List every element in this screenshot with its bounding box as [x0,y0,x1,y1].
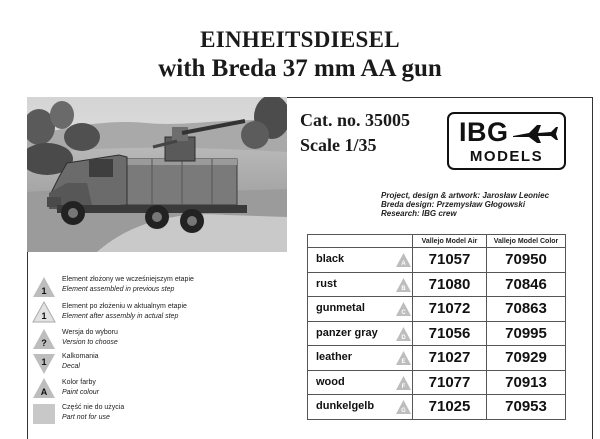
legend-text-en: Decal [62,363,80,370]
svg-text:A: A [401,261,406,267]
svg-text:1: 1 [41,286,47,296]
air-code: 71077 [413,370,487,395]
svg-text:A: A [40,387,48,397]
air-code: 71057 [413,248,487,273]
paint-name-cell [308,272,413,297]
air-code: 71025 [413,395,487,420]
credit-research: Research: IBG crew [381,209,457,218]
color-code: 70863 [487,297,566,322]
svg-text:?: ? [41,338,47,348]
paint-colour-icon [32,377,56,399]
version-to-choose-icon [32,328,56,350]
paint-letter-icon [396,302,411,316]
legend-text-en: Paint colour [62,389,99,396]
title-line-2: with Breda 37 mm AA gun [158,55,442,82]
paint-name: gunmetal [316,302,365,314]
air-code: 71056 [413,321,487,346]
table-row [308,248,566,273]
legend-text-pl: Element po złożeniu w aktualnym etapie [62,303,187,310]
legend-text-pl: Element złożony we wcześniejszym etapie [62,276,194,283]
legend-text-pl: Kalkomania [62,353,99,360]
logo-brand: IBG [459,117,509,147]
paint-name-cell [308,321,413,346]
table-row [308,321,566,346]
paint-letter-icon [396,278,411,292]
svg-text:F: F [401,383,406,390]
legend-text-en: Element after assembly in actual step [62,313,179,320]
ibg-models-logo [447,112,566,170]
table-header-air: Vallejo Model Air [413,235,487,248]
legend-text-en: Version to choose [62,339,118,346]
legend-text-pl: Część nie do użycia [62,404,125,411]
color-code: 70913 [487,370,566,395]
scale-label: Scale 1/35 [300,135,377,155]
legend-text-en: Part not for use [62,414,110,421]
paint-letter-icon [396,400,411,414]
svg-text:1: 1 [41,357,47,367]
paint-letter-icon [396,327,411,341]
table-row [308,272,566,297]
color-code: 70929 [487,346,566,371]
svg-text:D: D [401,334,406,341]
svg-text:E: E [401,359,406,365]
air-code: 71072 [413,297,487,322]
svg-text:G: G [401,408,406,414]
assembled-previous-step-icon [32,276,56,298]
color-code: 70950 [487,248,566,273]
paint-name: panzer gray [316,326,378,339]
table-header-row [308,235,566,248]
paint-name: wood [316,375,345,388]
paint-name: black [316,253,345,265]
paint-name-cell [308,370,413,395]
air-code: 71027 [413,346,487,371]
svg-text:B: B [401,285,406,292]
credit-breda-design: Breda design: Przemysław Głogowski [381,200,526,209]
paint-letter-icon [396,253,411,267]
color-code: 70846 [487,272,566,297]
legend-text-pl: Wersja do wyboru [62,329,118,336]
table-row [308,346,566,371]
assembled-actual-step-icon [32,301,56,323]
legend-text-en: Element assembled in previous step [62,286,175,293]
paint-name-cell [308,297,413,322]
paint-name: rust [316,277,337,290]
paint-name: leather [316,351,353,363]
paint-letter-icon [396,351,411,365]
svg-text:C: C [401,310,406,316]
part-not-for-use-icon [32,403,56,425]
svg-text:1: 1 [41,311,47,321]
table-row [308,370,566,395]
paint-letter-icon [396,376,411,390]
title-line-1: EINHEITSDIESEL [200,27,400,52]
logo-subtitle: MODELS [469,148,544,165]
color-code: 70995 [487,321,566,346]
air-code: 71080 [413,272,487,297]
catalog-number: Cat. no. 35005 [300,110,411,130]
paint-name-cell [308,248,413,273]
paint-name-cell [308,346,413,371]
paint-name: dunkelgelb [316,400,375,412]
table-row [308,395,566,420]
color-code: 70953 [487,395,566,420]
table-header-empty [308,235,413,248]
decal-icon [32,353,56,375]
legend-text-pl: Kolor farby [62,379,96,386]
table-row [308,297,566,322]
table-header-color: Vallejo Model Color [487,235,566,248]
paint-name-cell [308,395,413,420]
truck-photo [27,97,287,252]
paint-table [307,234,566,420]
credit-project: Project, design & artwork: Jarosław Leoniec [381,191,550,200]
airplane-icon [511,122,559,146]
